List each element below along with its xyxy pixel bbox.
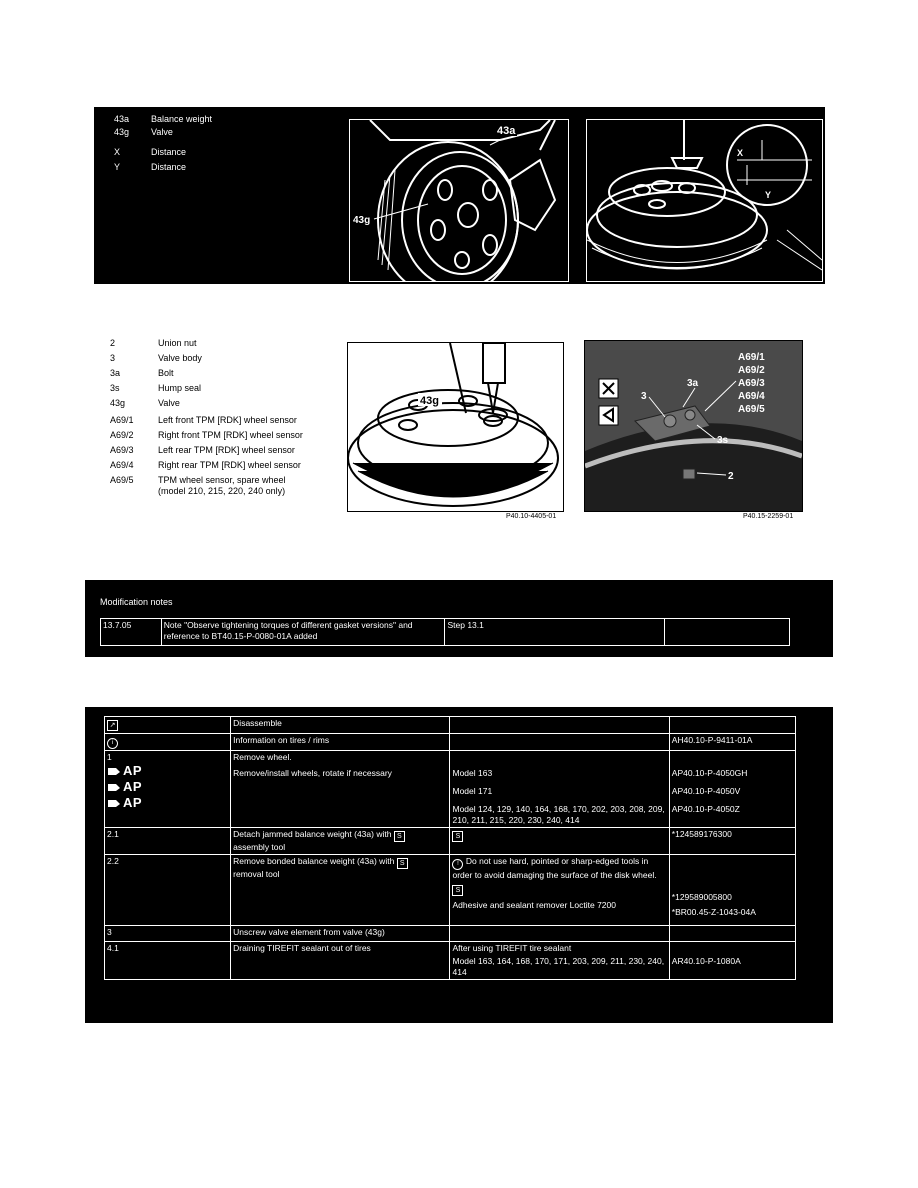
legend-desc: Valve bbox=[151, 127, 173, 137]
wrench-book-icon bbox=[107, 767, 121, 776]
legend-desc: Distance bbox=[151, 162, 187, 172]
step-1-ref-a: AP40.10-P-4050GH bbox=[671, 768, 748, 778]
label-a69-3: A69/3 bbox=[738, 378, 765, 389]
wrench-book-icon bbox=[107, 799, 121, 808]
label-3a: 3a bbox=[687, 378, 699, 389]
step-1-number: 1 bbox=[107, 752, 112, 762]
proc-info: Information on tires / rims bbox=[231, 734, 450, 751]
table-row bbox=[105, 828, 796, 855]
label-a69-1: A69/1 bbox=[738, 352, 765, 363]
step-3-number: 3 bbox=[105, 926, 231, 942]
legend-code: 2 bbox=[110, 338, 116, 348]
special-tool-icon: S bbox=[452, 831, 463, 842]
legend-desc: Right front TPM [RDK] wheel sensor bbox=[158, 430, 303, 440]
label-43g: 43g bbox=[353, 215, 371, 226]
step-1-model-c: Model 124, 129, 140, 164, 168, 170, 202, 203, 208, 209, 210, 211, 215, 220, 230, 240, 414 bbox=[452, 804, 665, 825]
step-2-2-warning: Do not use hard, pointed or sharp-edged tools in order to avoid damaging the surface of the disk wheel. bbox=[452, 856, 657, 880]
step-1-desc: Remove/install wheels, rotate if necessary bbox=[233, 768, 392, 778]
special-tool-icon: S bbox=[397, 858, 408, 869]
legend-code: A69/4 bbox=[110, 460, 134, 470]
step-2-1-tail: assembly tool bbox=[233, 842, 286, 852]
procedure-panel bbox=[85, 707, 833, 1023]
legend-code: 3 bbox=[110, 353, 116, 363]
legend-desc: Distance bbox=[151, 147, 187, 157]
step-2-1-text: Detach jammed balance weight (43a) with bbox=[233, 829, 392, 839]
table-row bbox=[105, 942, 796, 980]
step-1-model-b: Model 171 bbox=[452, 786, 493, 796]
legend-code: A69/2 bbox=[110, 430, 134, 440]
step-2-2-remover: Adhesive and sealant remover Loctite 7200 bbox=[452, 900, 616, 910]
wheel-balance-figure bbox=[349, 119, 569, 282]
legend-code: A69/3 bbox=[110, 445, 134, 455]
step-2-1-ref: *124589176300 bbox=[669, 828, 795, 855]
legend-code: 43g bbox=[114, 127, 130, 137]
figure-caption-1: P40.10-4405-01 bbox=[506, 513, 557, 520]
legend-desc: TPM wheel sensor, spare wheel (model 210, 215, 220, 240 only) bbox=[158, 475, 286, 496]
legend-desc: Bolt bbox=[158, 368, 174, 378]
legend-code: X bbox=[114, 147, 121, 157]
table-row bbox=[105, 855, 796, 926]
label-43a: 43a bbox=[497, 125, 516, 137]
legend-desc: Valve bbox=[158, 398, 180, 408]
proc-disassemble: Disassemble bbox=[231, 717, 450, 734]
ap-badge: AP bbox=[107, 795, 228, 811]
table-row bbox=[105, 926, 796, 942]
modification-notes-table bbox=[100, 618, 790, 646]
step-1-model-a: Model 163 bbox=[452, 768, 493, 778]
disassemble-icon: ↗ bbox=[107, 720, 118, 731]
legend-desc: Balance weight bbox=[151, 114, 213, 124]
modification-notes-title: Modification notes bbox=[100, 597, 173, 607]
mod-empty bbox=[665, 619, 790, 646]
step-3-text: Unscrew valve element from valve (43g) bbox=[231, 926, 450, 942]
label-3: 3 bbox=[641, 391, 647, 402]
mod-note: Note "Observe tightening torques of different gasket versions" and reference to BT40.15-P-0080-01A added bbox=[161, 619, 445, 646]
legend-code: 3s bbox=[110, 383, 120, 393]
info-icon: i bbox=[107, 738, 118, 749]
step-2-2-ref-a: *129589005800 bbox=[671, 892, 732, 902]
legend-desc: Hump seal bbox=[158, 383, 202, 393]
figure-caption-2: P40.15-2259-01 bbox=[743, 513, 794, 520]
legend-desc: Union nut bbox=[158, 338, 197, 348]
label-a69-5: A69/5 bbox=[738, 404, 765, 415]
step-2-2-ref-b: *BR00.45-Z-1043-04A bbox=[671, 907, 756, 917]
ap-badge: AP bbox=[107, 779, 228, 795]
mod-step: Step 13.1 bbox=[445, 619, 665, 646]
modification-notes-panel bbox=[85, 580, 833, 657]
valve-distance-figure bbox=[586, 119, 823, 282]
valve-removal-figure bbox=[347, 342, 564, 512]
table-row bbox=[101, 619, 790, 646]
legend-code: A69/1 bbox=[110, 415, 134, 425]
label-a69-4: A69/4 bbox=[738, 391, 765, 402]
step-4-1-text: Draining TIREFIT sealant out of tires bbox=[231, 942, 450, 980]
mod-date: 13.7.05 bbox=[101, 619, 162, 646]
legend-code: Y bbox=[114, 162, 121, 172]
step-2-1-number: 2.1 bbox=[105, 828, 231, 855]
table-row bbox=[105, 751, 796, 828]
table-row bbox=[105, 734, 796, 751]
label-a69-2: A69/2 bbox=[738, 365, 765, 376]
label-3s: 3s bbox=[717, 435, 729, 446]
legend-desc: Left front TPM [RDK] wheel sensor bbox=[158, 415, 297, 425]
step-1-ref-c: AP40.10-P-4050Z bbox=[671, 804, 740, 814]
step-4-1-ref: AR40.10-P-1080A bbox=[671, 956, 741, 966]
legend-desc: Left rear TPM [RDK] wheel sensor bbox=[158, 445, 295, 455]
label-x: X bbox=[737, 148, 744, 158]
legend-desc: Valve body bbox=[158, 353, 202, 363]
figure-panel-1 bbox=[94, 107, 825, 284]
special-tool-icon: S bbox=[394, 831, 405, 842]
procedure-table bbox=[104, 716, 796, 980]
legend-code: 43g bbox=[110, 398, 126, 408]
label-43g-2: 43g bbox=[420, 395, 439, 407]
special-tool-icon: S bbox=[452, 885, 463, 896]
step-4-1-number: 4.1 bbox=[105, 942, 231, 980]
legend-1 bbox=[114, 114, 334, 194]
step-2-2-tail: removal tool bbox=[233, 869, 280, 879]
label-y: Y bbox=[765, 190, 772, 200]
step-2-2-number: 2.2 bbox=[105, 855, 231, 926]
step-4-1-note: After using TIREFIT tire sealant bbox=[452, 943, 572, 953]
wrench-book-icon bbox=[107, 783, 121, 792]
legend-desc: Right rear TPM [RDK] wheel sensor bbox=[158, 460, 301, 470]
legend-2 bbox=[110, 338, 340, 503]
proc-info-ref: AH40.10-P-9411-01A bbox=[669, 734, 795, 751]
ap-badge: AP bbox=[107, 763, 228, 779]
warning-icon: ! bbox=[452, 859, 463, 870]
tpm-sensor-photo bbox=[584, 340, 803, 512]
legend-code: 3a bbox=[110, 368, 121, 378]
legend-code: A69/5 bbox=[110, 475, 134, 485]
label-2: 2 bbox=[728, 471, 734, 482]
step-4-1-models: Model 163, 164, 168, 170, 171, 203, 209, 211, 230, 240, 414 bbox=[452, 956, 665, 977]
step-1-ref-b: AP40.10-P-4050V bbox=[671, 786, 741, 796]
table-row bbox=[105, 717, 796, 734]
step-2-2-text: Remove bonded balance weight (43a) with bbox=[233, 856, 395, 866]
legend-code: 43a bbox=[114, 114, 130, 124]
step-1-title: Remove wheel. bbox=[233, 752, 292, 762]
